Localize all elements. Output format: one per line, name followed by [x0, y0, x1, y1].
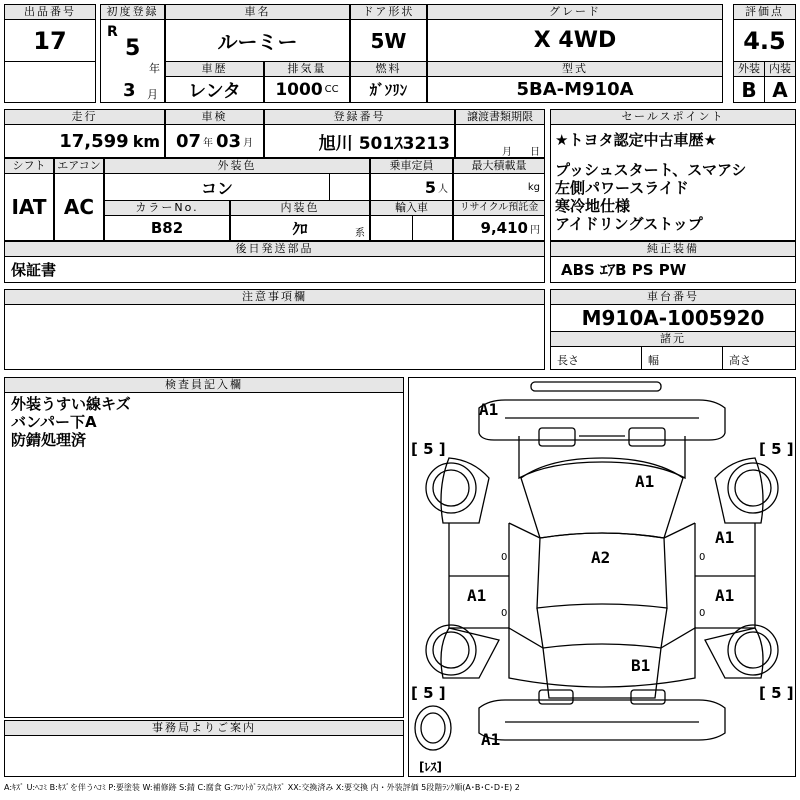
- grade: X 4WD: [427, 19, 723, 62]
- mark-rear-bumper: A1: [481, 730, 501, 749]
- fuel: ｶﾞｿﾘﾝ: [350, 76, 427, 103]
- recycle-unit: 円: [530, 224, 540, 236]
- length-cell: [550, 346, 642, 370]
- import-box: [370, 215, 453, 241]
- mark-right-front-door: A1: [715, 528, 735, 547]
- door: 5W: [350, 19, 427, 62]
- int-color-box: [230, 215, 370, 241]
- later-parts-label: 後日発送部品: [4, 241, 545, 257]
- notes: [4, 304, 545, 370]
- interior-score: A: [764, 76, 796, 103]
- mark-left-rear-door: A1: [467, 586, 487, 605]
- capacity-unit: 人: [438, 183, 448, 195]
- inspection-box: [165, 124, 264, 158]
- inspection-month-unit: 月: [243, 137, 254, 149]
- ext-color: コン: [104, 173, 330, 201]
- color-no: B82: [104, 215, 230, 241]
- fuel-label: 燃料: [350, 61, 427, 77]
- chassis-label: 車台番号: [550, 289, 796, 305]
- width-cell: [641, 346, 723, 370]
- height-label: 高さ: [729, 354, 751, 367]
- mark-back-door: B1: [631, 656, 651, 675]
- first-reg-label: 初度登録: [100, 4, 165, 20]
- month-unit: 月: [147, 88, 158, 101]
- equipment-label: 純正装備: [550, 241, 796, 257]
- door-zero-2: 0: [699, 552, 706, 563]
- first-reg-box: [100, 19, 165, 103]
- car-diagram-drawing: [409, 378, 795, 776]
- max-load-label: 最大積載量: [453, 158, 545, 174]
- length-label: 長さ: [557, 354, 579, 367]
- sales-point-line: 寒冷地仕様: [555, 197, 631, 215]
- lot-no-empty: [4, 61, 96, 103]
- recycle-box: [453, 215, 545, 241]
- ac-label: エアコン: [54, 158, 104, 174]
- inspector-label: 検査員記入欄: [4, 377, 404, 393]
- mileage: 17,599: [59, 130, 129, 152]
- ext-color-label: 外装色: [104, 158, 370, 174]
- notes-label: 注意事項欄: [4, 289, 545, 305]
- car-name-label: 車名: [165, 4, 350, 20]
- tire-right-rear: [ 5 ]: [759, 684, 794, 702]
- capacity-label: 乗車定員: [370, 158, 453, 174]
- ext-color-extra: [329, 173, 370, 201]
- width-label: 幅: [648, 354, 659, 367]
- door-zero-3: 0: [501, 608, 508, 619]
- max-load-unit: kg: [527, 181, 540, 193]
- mileage-box: [4, 124, 165, 158]
- reg-no: 旭川 501ｽ3213: [264, 124, 455, 158]
- displacement-unit: CC: [324, 84, 339, 95]
- mileage-unit: km: [132, 131, 160, 151]
- lot-no-label: 出品番号: [4, 4, 96, 20]
- equipment: ABS ｴｱB PS PW: [550, 256, 796, 283]
- mark-right-rear-door: A1: [715, 586, 735, 605]
- max-load-box: [453, 173, 545, 201]
- inspector-line: 外装うすい線キズ: [11, 395, 131, 413]
- exterior-score: B: [733, 76, 765, 103]
- transfer-box: [455, 124, 545, 158]
- exterior-label: 外装: [733, 61, 765, 77]
- sales-points-box: [550, 124, 796, 241]
- sales-point-line: アイドリングストップ: [555, 215, 703, 233]
- displacement-box: [264, 76, 350, 103]
- car-name: ルーミー: [165, 19, 350, 62]
- inspector-line: バンパー下A: [11, 413, 97, 431]
- sales-points-label: セールスポイント: [550, 109, 796, 125]
- transfer-month-unit: 月: [502, 147, 512, 158]
- tire-left-rear: [ 5 ]: [411, 684, 446, 702]
- color-no-label: カラーNo.: [104, 200, 230, 216]
- recycle-label: リサイクル預託金: [453, 200, 545, 216]
- import-label: 輸入車: [370, 200, 453, 216]
- score-label: 評価点: [733, 4, 796, 20]
- mark-roof: A2: [591, 548, 611, 567]
- legend: A:ｷｽﾞ U:ﾍｺﾐ B:ｷｽﾞを伴うﾍｺﾐ P:要塗装 W:補修跡 S:錆 C:腐食 G:ﾌﾛﾝﾄｶﾞﾗｽ点ｷｽﾞ XX:交換済み X:要交換 内・外装評価 5段階ﾗﾝｸ順(A･B･C･D･E) 2: [4, 783, 520, 792]
- model: 5BA-M910A: [427, 76, 723, 103]
- int-color-unit: 系: [355, 228, 365, 239]
- ac: AC: [54, 173, 104, 241]
- inspection-year-unit: 年: [203, 137, 213, 149]
- recycle: 9,410: [480, 219, 528, 237]
- sales-point-line: プッシュスタート、スマアシ: [555, 161, 747, 179]
- spec-label: 諸元: [550, 331, 796, 347]
- year-unit: 年: [149, 62, 160, 75]
- reg-no-label: 登録番号: [264, 109, 455, 125]
- year: 5: [125, 36, 141, 61]
- inspection-label: 車検: [165, 109, 264, 125]
- inspection-month: 03: [216, 130, 242, 152]
- mark-hood: A1: [635, 472, 655, 491]
- displacement-label: 排気量: [264, 61, 350, 77]
- model-label: 型式: [427, 61, 723, 77]
- int-color-label: 内装色: [230, 200, 370, 216]
- capacity: 5: [424, 177, 436, 197]
- spare-tire-label: [ﾚｽ]: [419, 760, 442, 774]
- tire-right-front: [ 5 ]: [759, 440, 794, 458]
- door-zero-1: 0: [501, 552, 508, 563]
- door-zero-4: 0: [699, 608, 706, 619]
- transfer-day-unit: 日: [530, 147, 540, 158]
- history-label: 車歴: [165, 61, 264, 77]
- sales-point-line: [555, 149, 791, 161]
- capacity-box: [370, 173, 453, 201]
- door-label: ドア形状: [350, 4, 427, 20]
- mark-front-bumper: A1: [479, 400, 499, 419]
- month: 3: [123, 80, 136, 101]
- inspector-box: [4, 392, 404, 718]
- inspection-year: 07: [175, 130, 201, 152]
- height-cell: [722, 346, 796, 370]
- chassis-number: M910A-1005920: [550, 304, 796, 332]
- history: レンタ: [165, 76, 264, 103]
- car-diagram: [408, 377, 796, 777]
- score: 4.5: [733, 19, 796, 62]
- lot-no: 17: [4, 19, 96, 62]
- shift-label: シフト: [4, 158, 54, 174]
- interior-label: 内装: [764, 61, 796, 77]
- inspector-line: 防錆処理済: [11, 431, 87, 449]
- shift: IAT: [4, 173, 54, 241]
- office-box: [4, 735, 404, 777]
- displacement: 1000: [275, 79, 323, 100]
- sales-point-line: ★トヨタ認定中古車歴★: [555, 131, 717, 149]
- int-color: ｸﾛ: [292, 219, 308, 238]
- grade-label: グレード: [427, 4, 723, 20]
- office-label: 事務局よりご案内: [4, 720, 404, 736]
- transfer-label: 譲渡書類期限: [455, 109, 545, 125]
- mileage-label: 走行: [4, 109, 165, 125]
- sales-point-line: 左側パワースライド: [555, 179, 689, 197]
- later-parts: 保証書: [4, 256, 545, 283]
- era: R: [107, 24, 118, 40]
- tire-left-front: [ 5 ]: [411, 440, 446, 458]
